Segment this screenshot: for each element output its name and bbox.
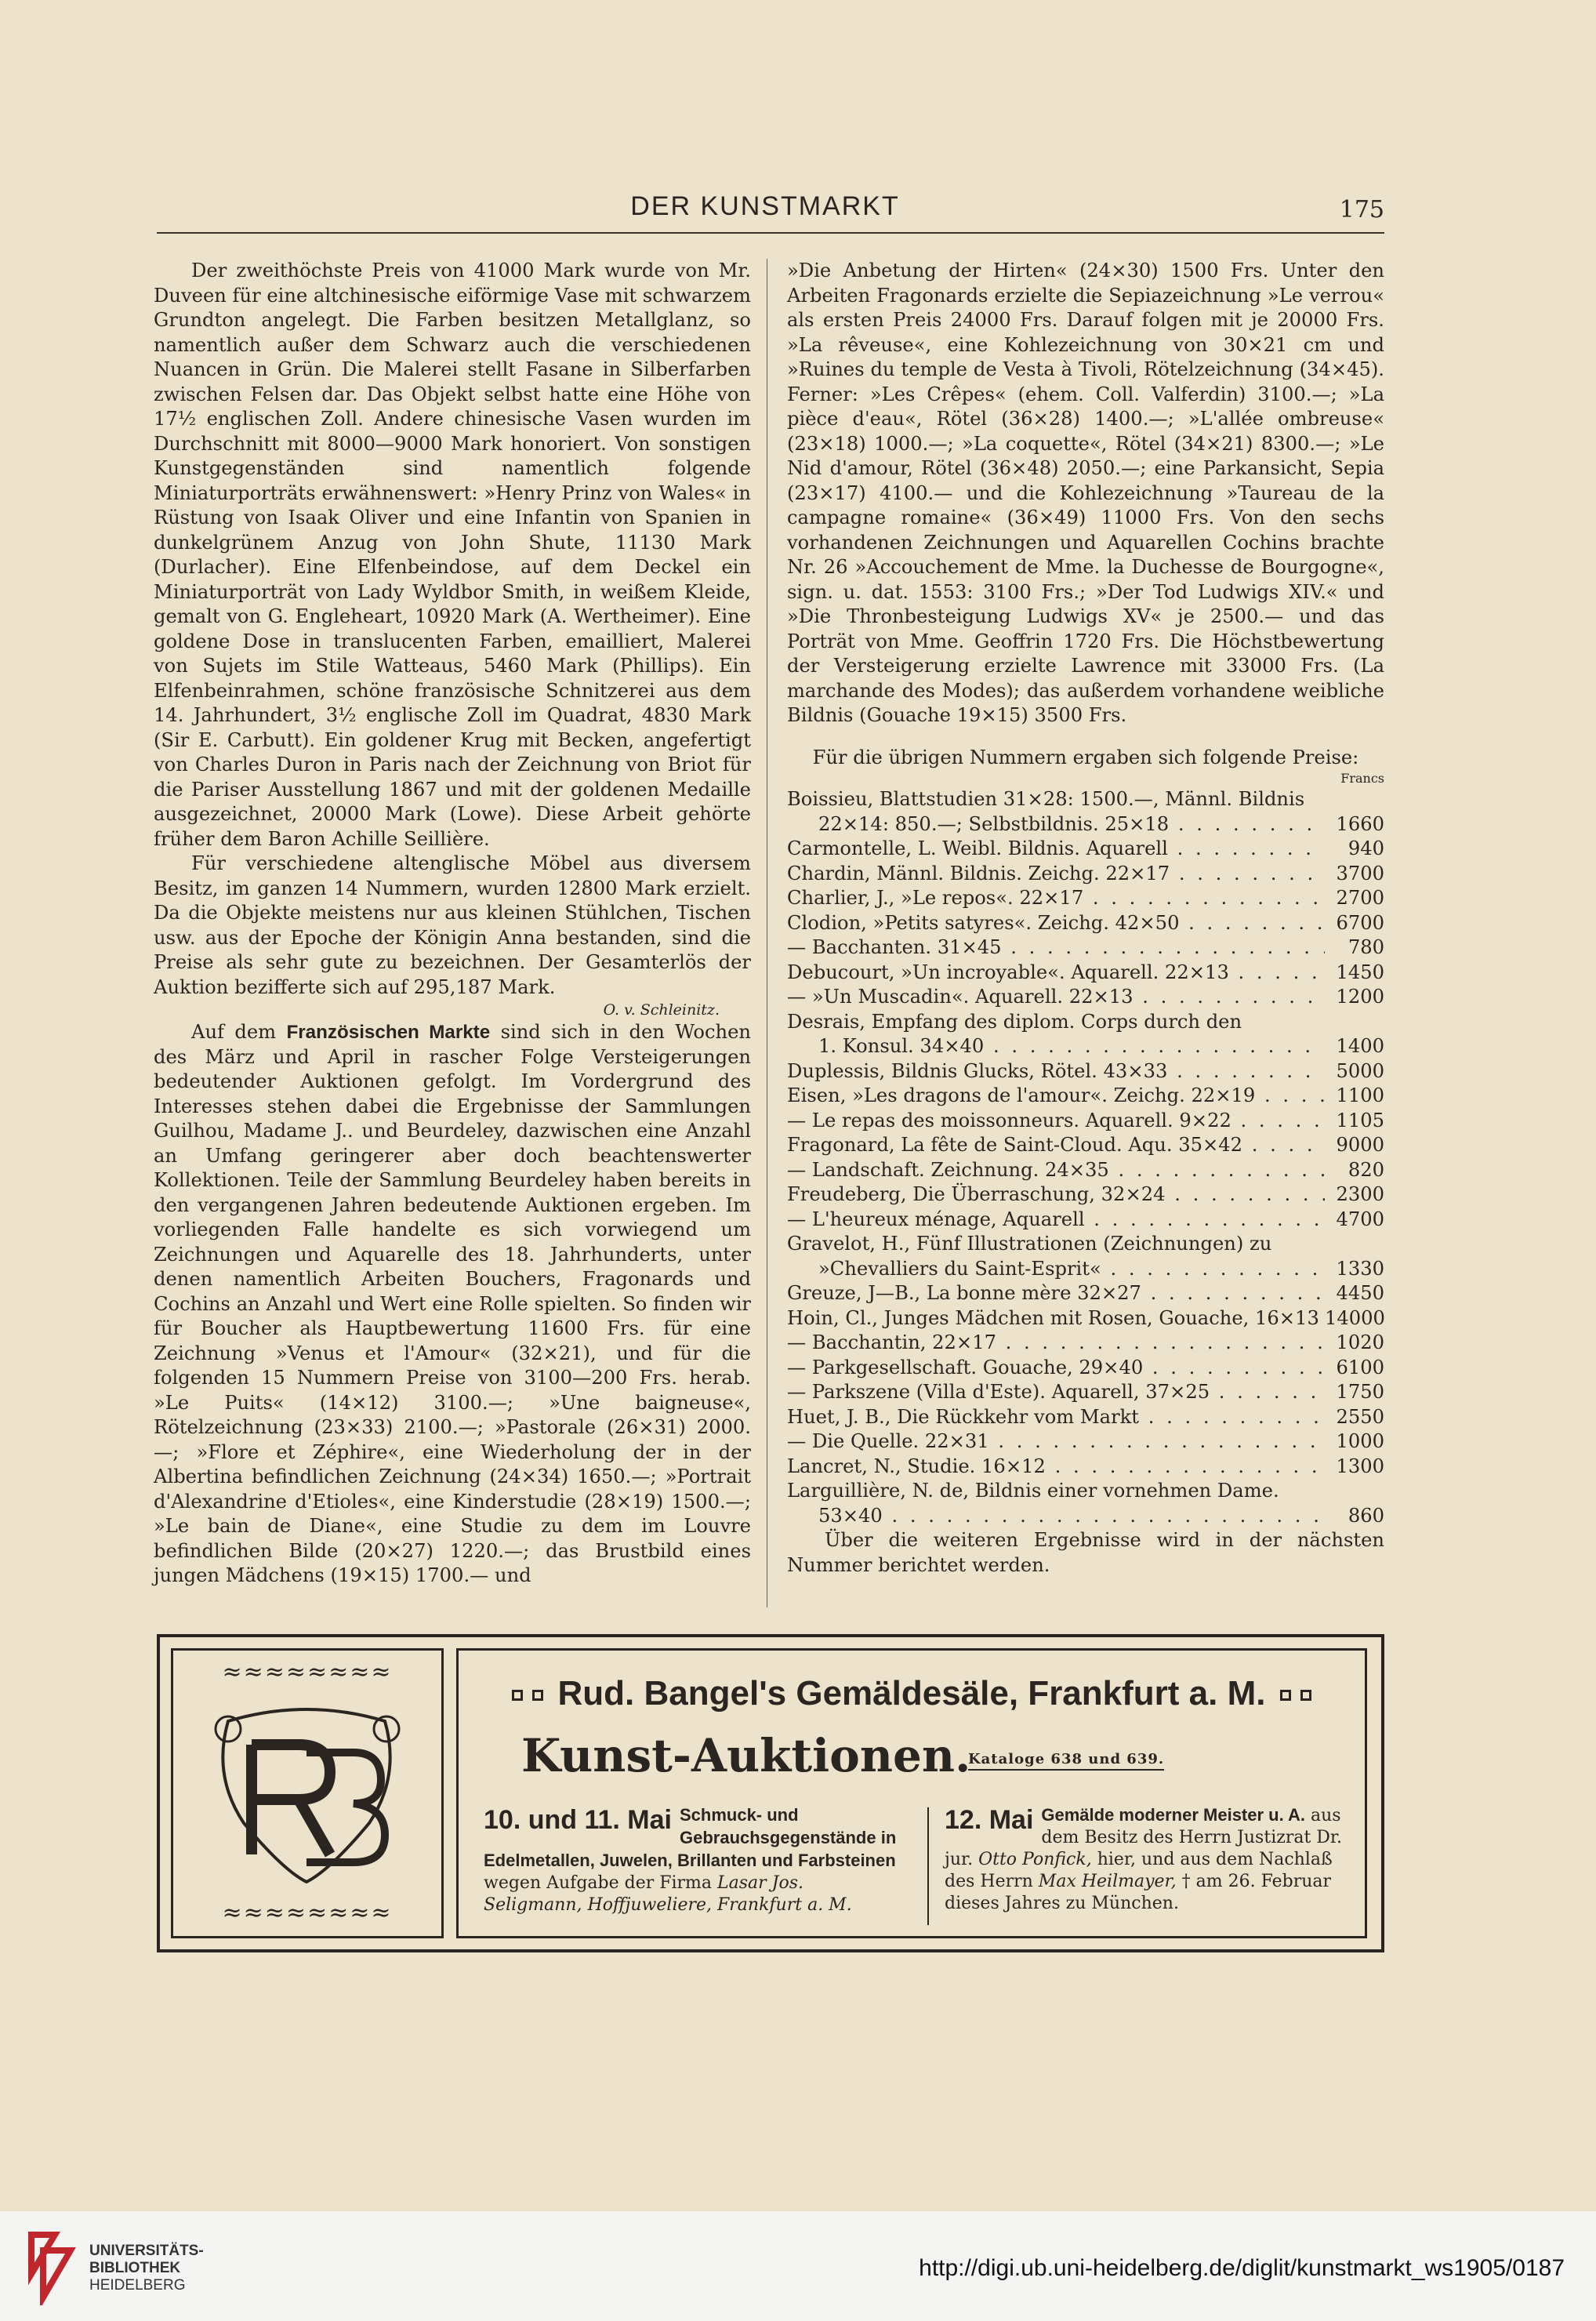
price-row — [787, 886, 1384, 911]
price-value: 2550 — [1336, 1405, 1384, 1428]
price-value: 4450 — [1336, 1282, 1384, 1304]
closing-paragraph: Über die weiteren Ergebnisse wird in der nächsten Nummer berichtet werden. — [787, 1529, 1384, 1576]
ad-big-title: Kunst-Auktionen. — [521, 1729, 971, 1782]
price-value: 9000 — [1336, 1134, 1384, 1156]
library-name: UNIVERSITÄTS- BIBLIOTHEK HEIDELBERG — [89, 2243, 204, 2294]
price-item-text: — Die Quelle. 22×31 . . . — [787, 1429, 1325, 1455]
price-row — [787, 1059, 1384, 1084]
monogram-logo — [171, 1648, 444, 1938]
price-item-text: — »Un Muscadin«. Aquarell. 22×13 . . . — [787, 985, 1325, 1010]
price-item-text: Freudeberg, Die Überraschung, 32×24 . . . — [787, 1182, 1325, 1208]
square-bullet-icon — [1280, 1690, 1291, 1701]
ad-text-panel — [456, 1648, 1367, 1938]
price-item-text: Fragonard, La fête de Saint-Cloud. Aqu. 35×42 . . . — [787, 1133, 1325, 1158]
price-row — [787, 1331, 1384, 1356]
price-value: 1450 — [1336, 961, 1384, 983]
price-item-text: Clodion, »Petits satyres«. Zeichg. 42×50 . . . — [787, 911, 1325, 936]
advertisement — [157, 1634, 1384, 1952]
price-row: Desrais, Empfang des diplom. Corps durch den — [787, 1010, 1242, 1033]
price-row — [787, 1257, 1384, 1282]
price-row — [787, 1306, 1384, 1331]
price-value: 1000 — [1336, 1430, 1384, 1452]
price-list — [787, 787, 1384, 1528]
price-value: 4700 — [1336, 1208, 1384, 1230]
price-row — [787, 1504, 1384, 1529]
price-value: 2700 — [1336, 887, 1384, 909]
running-header — [146, 191, 1384, 231]
page-number: 175 — [1339, 196, 1384, 223]
rb-monogram-icon — [205, 1705, 410, 1886]
square-bullet-icon — [512, 1690, 523, 1701]
price-row: Boissieu, Blattstudien 31×28: 1500.—, Männl. Bildnis — [787, 788, 1305, 810]
price-item-text: — L'heureux ménage, Aquarell . . . — [787, 1208, 1325, 1233]
price-item-text: — Bacchanten. 31×45 . . . — [787, 935, 1325, 961]
price-item-text: Debucourt, »Un incroyable«. Aquarell. 22×13 . . . — [787, 961, 1325, 986]
price-row — [787, 961, 1384, 986]
price-value: 780 — [1348, 936, 1384, 958]
price-row — [787, 1208, 1384, 1233]
price-row — [787, 1429, 1384, 1455]
square-bullet-icon — [1300, 1690, 1311, 1701]
price-row — [787, 812, 1384, 837]
price-value: 1105 — [1336, 1109, 1384, 1131]
price-value: 860 — [1348, 1504, 1384, 1527]
auction-date: 12. Mai — [945, 1805, 1034, 1835]
price-item-text: Duplessis, Bildnis Glucks, Rötel. 43×33 . . . — [787, 1059, 1325, 1084]
price-item-text: 22×14: 850.—; Selbstbildnis. 25×18 . . . — [787, 812, 1325, 837]
price-item-text: Charlier, J., »Le repos«. 22×17 . . . — [787, 886, 1325, 911]
price-row — [787, 1281, 1384, 1306]
journal-title: DER KUNSTMARKT — [630, 191, 900, 221]
ornament-border-icon: ≈≈≈≈≈≈≈≈ — [222, 1658, 393, 1686]
price-item-text: — Bacchantin, 22×17 . . . — [787, 1331, 1325, 1356]
auction-subject: Gemälde moderner Meister u. A. — [1041, 1805, 1306, 1825]
price-value: 2300 — [1336, 1183, 1384, 1205]
price-row — [787, 1380, 1384, 1405]
price-row: Gravelot, H., Fünf Illustrationen (Zeichnungen) zu — [787, 1233, 1272, 1255]
header-rule — [157, 232, 1384, 234]
price-row — [787, 1455, 1384, 1480]
price-value: 1200 — [1336, 986, 1384, 1008]
digitization-footer — [0, 2211, 1596, 2321]
paragraph: »Die Anbetung der Hirten« (24×30) 1500 Frs. Unter den Arbeiten Fragonards erzielte die Sepiazeichnung »Le verrou« als ersten Preis 24000 Frs. Darauf folgen mit je 20000 Frs. »La rêveuse«, eine Kohlezeichnung von 30×21 cm und »Ruines du temple de Vesta à Tivoli, Rötelzeichnung (34×45). Ferner: »Les Crêpes« (ehem. Coll. Valferdin) 3100.—; »La pièce d'eau«, Rötel (36×28) 1400.—; »L'allée ombreuse« (23×18) 1000.—; »La coquette«, Rötel (34×21) 8300.—; »Le Nid d'amour, Rötel (36×48) 2050.—; eine Parkansicht, Sepia (23×17) 4100.— und die Kohlezeichnung »Taureau de la campagne romaine« (36×49) 11000 Frs. Von den sechs vorhandenen Zeichnungen und Aquarellen Cochins brachte Nr. 26 »Accouchement de Mme. la Duchesse de Bourgogne«, sign. u. dat. 1553: 3100 Frs.; »Der Tod Ludwigs XIV.« und »Die Thronbesteigung Ludwigs XV« je 2500.— und das Porträt von Mme. Geoffrin 1720 Frs. Die Höchstbewertung der Versteigerung erzielte Lawrence mit 33000 Frs. (La marchande des Modes); das außerdem vorhandene weibliche Bildnis (Gouache 19×15) 3500 Frs. — [787, 260, 1384, 726]
price-item-text: Greuze, J—B., La bonne mère 32×27 . . . — [787, 1281, 1325, 1306]
price-value: 940 — [1348, 837, 1384, 859]
price-item-text: Chardin, Männl. Bildnis. Zeichg. 22×17 . . . — [787, 862, 1325, 887]
price-row — [787, 1084, 1384, 1109]
auction-subject: Schmuck- und Gebrauchsgegenstände in Edelmetallen, Juwelen, Brillanten und Farbsteinen — [484, 1805, 897, 1870]
firm-name: Lasar Jos. Seligmann, Hoffjuweliere, Frankfurt a. M. — [484, 1873, 852, 1915]
ad-heading: Rud. Bangel's Gemäldesäle, Frankfurt a. M. — [459, 1674, 1365, 1713]
library-logo-icon — [24, 2227, 78, 2305]
author-signature: O. v. Schleinitz. — [603, 1001, 720, 1019]
price-value: 820 — [1348, 1158, 1384, 1181]
price-value: 5000 — [1336, 1059, 1384, 1082]
price-item-text: Eisen, »Les dragons de l'amour«. Zeichg. 22×19 . . . — [787, 1084, 1325, 1109]
price-value: 1750 — [1336, 1381, 1384, 1403]
auction-date: 10. und 11. Mai — [484, 1805, 672, 1835]
paragraph: Der zweithöchste Preis von 41000 Mark wurde von Mr. Duveen für eine altchinesische eiförmige Vase mit schwarzem Grundton angelegt. Die Farben besitzen Metallglanz, so namentlich außer dem Schwarz auch die verschiedenen Nuancen in Grün. Die Malerei stellt Fasane in Silberfarben zwischen Felsen dar. Das Objekt selbst hatte eine Höhe von 17½ englischen Zoll. Andere chinesische Vasen wurden im Durchschnitt mit 8000—9000 Mark honoriert. Von sonstigen Kunstgegenständen sind namentlich folgende Miniaturporträts erwähnenswert: »Henry Prinz von Wales« in Rüstung von Isaak Oliver und eine Infantin von Spanien in dunkelgrünem Anzug von John Shute, 11130 Mark (Durlacher). Eine Elfenbeindose, auf dem Deckel ein Miniaturporträt von Lady Wyldbor Smith, in weißem Kleide, gemalt von G. Engleheart, 10920 Mark (A. Wertheimer). Eine goldene Dose in translucenten Farben, emailliert, Malerei von Sujets im Stile Watteaus, 5460 Mark (Phillips). Ein Elfenbeinrahmen, schöne französische Schnitzerei aus dem 14. Jahrhundert, 3½ englische Zoll im Quadrat, 4830 Mark (Sir E. Carbutt). Ein goldener Krug mit Becken, angefertigt von Charles Duron in Paris nach der Zeichnung von Briot für die Pariser Ausstellung 1867 und mit der goldenen Medaille ausgezeichnet, 20000 Mark (Lowe). Diese Arbeit gehörte früher dem Baron Achille Seillière. — [154, 260, 751, 850]
price-row — [787, 985, 1384, 1010]
ad-divider — [927, 1807, 929, 1925]
price-row — [787, 1158, 1384, 1183]
price-value: 1100 — [1336, 1084, 1384, 1106]
price-row — [787, 1356, 1384, 1381]
left-column — [154, 259, 751, 1589]
price-value: 3700 — [1336, 862, 1384, 884]
price-item-text: — Parkszene (Villa d'Este). Aquarell, 37×25 . . . — [787, 1380, 1325, 1405]
paragraph: Auf dem Französischen Markte sind sich in den Wochen des März und April in rascher Folge Versteigerungen bedeutender Auktionen gefolgt. Im Vordergrund des Interesses stehen dabei die Ergebnisse der Sammlungen Guilhou, Madame J.. und Beurdeley, dazwischen eine Anzahl an Umfang geringerer aber doch beachtenswerter Kollektionen. Teile der Sammlung Beurdeley haben bereits in den vergangenen Jahren bedeutende Auktionen ergeben. Im vorliegenden Falle handelte es sich vorwiegend um Zeichnungen und Aquarelle des 18. Jahrhunderts, unter denen namentlich Arbeiten Bouchers, Fragonards und Cochins an Anzahl und Wert eine Rolle spielten. So finden wir für Boucher als Hauptbewertung 11600 Frs. für eine Zeichnung »Venus et l'Amour« (32×21), und für die folgenden 15 Nummern Preise von 3100—200 Frs. herab. »Le Puits« (14×12) 3100.—; »Une baigneuse«, Rötelzeichnung (23×33) 2100.—; »Pastorale (26×31) 2000.—; »Flore et Zéphire«, eine Wiederholung der in der Albertina befindlichen Zeichnung (24×34) 1650.—; »Portrait d'Alexandrine d'Etioles«, eine Kinderstudie (28×19) 1500.—; »Le bain de Diane«, eine Studie zu dem im Louvre befindlichen Bilde (20×27) 1220.—; das Brustbild eines jungen Mädchens (19×15) 1700.— und — [154, 1021, 751, 1586]
right-column — [787, 259, 1384, 1578]
price-item-text: — Landschaft. Zeichnung. 24×35 . . . — [787, 1158, 1325, 1183]
price-row — [787, 1133, 1384, 1158]
price-item-text: »Chevalliers du Saint-Esprit« . . . — [787, 1257, 1325, 1282]
price-value: 6700 — [1336, 911, 1384, 934]
price-row — [787, 935, 1384, 961]
price-value: 1660 — [1336, 812, 1384, 835]
price-row: Larguillière, N. de, Bildnis einer vornehmen Dame. — [787, 1480, 1279, 1502]
price-value: 1300 — [1336, 1455, 1384, 1477]
price-row — [787, 862, 1384, 887]
ad-catalogues: Kataloge 638 und 639. — [968, 1751, 1164, 1771]
price-row — [787, 1109, 1384, 1134]
price-row — [787, 837, 1384, 862]
price-item-text: Hoin, Cl., Junges Mädchen mit Rosen, Gouache, 16×13 . . . — [787, 1306, 1325, 1331]
price-item-text: — Parkgesellschaft. Gouache, 29×40 . . . — [787, 1356, 1325, 1381]
price-item-text: — Le repas des moissonneurs. Aquarell. 9×22 . . . — [787, 1109, 1325, 1134]
auction-2: 12. Mai Gemälde moderner Meister u. A. aus dem Besitz des Herrn Justizrat Dr. jur. Otto Ponfick, hier, und aus dem Nachlaß des Herrn Max Heilmayer, † am 26. Februar dieses Jahres zu München. — [945, 1805, 1343, 1913]
currency-label: Francs — [1340, 771, 1384, 786]
page — [146, 0, 1463, 2211]
price-value: 6100 — [1336, 1356, 1384, 1378]
price-item-text: 1. Konsul. 34×40 . . . — [787, 1034, 1325, 1059]
price-row — [787, 1182, 1384, 1208]
price-item-text: 53×40 . . . — [787, 1504, 1325, 1529]
price-item-text: Huet, J. B., Die Rückkehr vom Markt . . . — [787, 1405, 1325, 1430]
permalink-url[interactable]: http://digi.ub.uni-heidelberg.de/diglit/kunstmarkt_ws1905/0187 — [919, 2255, 1565, 2281]
price-row — [787, 1034, 1384, 1059]
ornament-border-icon: ≈≈≈≈≈≈≈≈ — [222, 1899, 393, 1927]
square-bullet-icon — [532, 1690, 543, 1701]
paragraph: Für verschiedene altenglische Möbel aus diversem Besitz, im ganzen 14 Nummern, wurden 12800 Mark erzielt. Da die Objekte meistens nur aus kleinen Stühlchen, Tischen usw. aus der Epoche der Königin Anna bestanden, sind die Preise als sehr gute zu bezeichnen. Der Gesamterlös der Auktion bezifferte sich auf 295,187 Mark. — [154, 852, 751, 998]
price-item-text: Carmontelle, L. Weibl. Bildnis. Aquarell . . . — [787, 837, 1325, 862]
price-row — [787, 1405, 1384, 1430]
price-value: 1400 — [1336, 1035, 1384, 1057]
price-row — [787, 911, 1384, 936]
price-value: 14000 — [1325, 1306, 1385, 1329]
section-term: Französischen Markte — [286, 1022, 491, 1043]
price-value: 1330 — [1336, 1257, 1384, 1280]
price-list-intro: Für die übrigen Nummern ergaben sich folgende Preise: — [812, 746, 1359, 768]
price-value: 1020 — [1336, 1331, 1384, 1353]
price-item-text: Lancret, N., Studie. 16×12 . . . — [787, 1455, 1325, 1480]
auction-1: 10. und 11. Mai Schmuck- und Gebrauchsgegenstände in Edelmetallen, Juwelen, Brillanten und Farbsteinen wegen Aufgabe der Firma Lasar Jos. Seligmann, Hoffjuweliere, Frankfurt a. M. — [484, 1805, 897, 1915]
